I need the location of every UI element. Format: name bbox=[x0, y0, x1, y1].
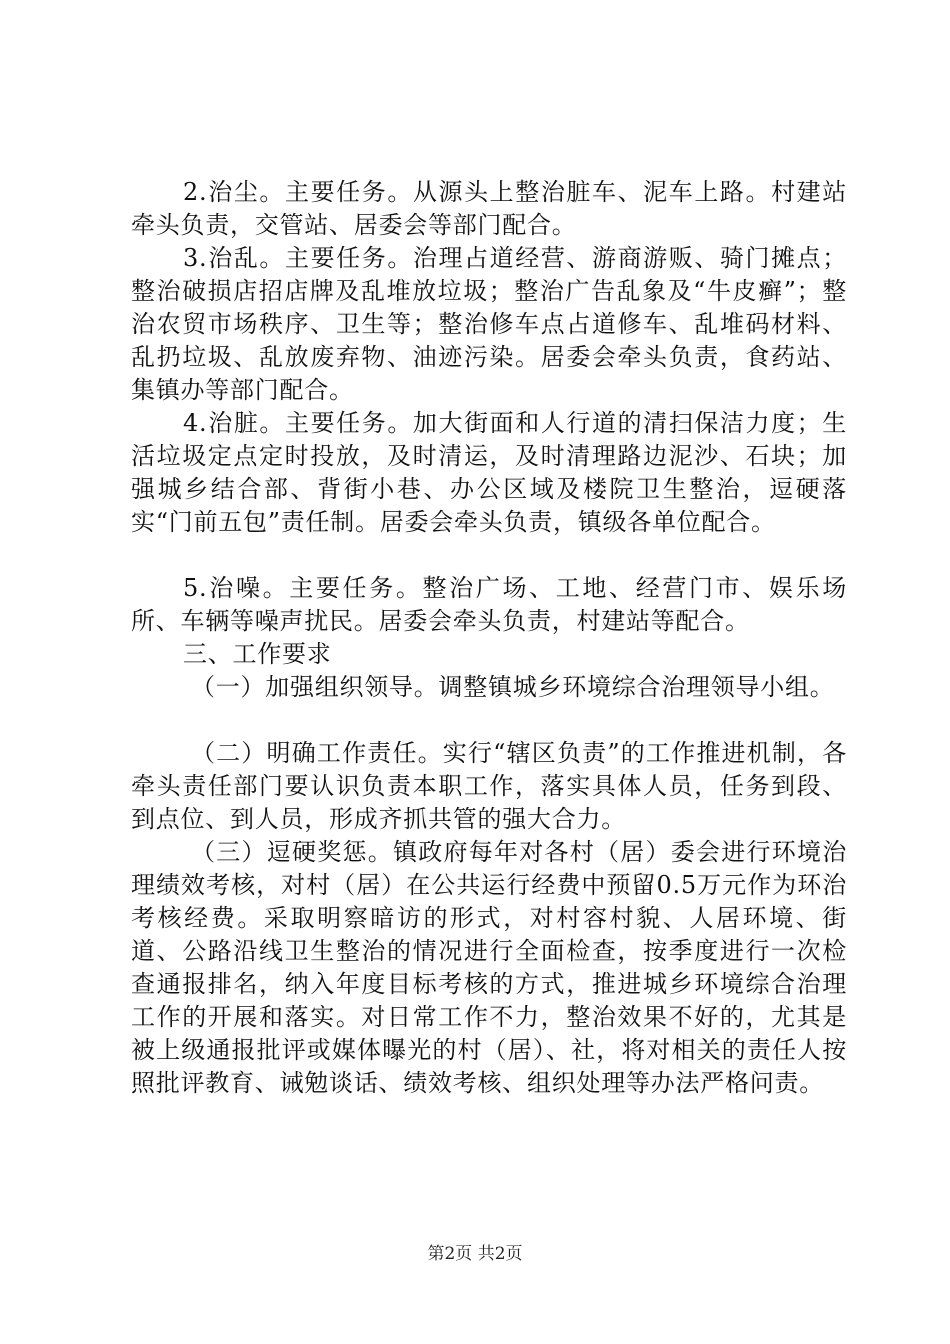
section-heading-work-requirements: 三、工作要求 bbox=[183, 640, 332, 668]
paragraph-dirt-control: 4.治脏。主要任务。加大街面和人行道的清扫保洁力度；生活垃圾定点定时投放，及时清运，及时清理路边泥沙、石块；加强城乡结合部、背街小巷、办公区域及楼院卫生整治，逗硬落实“门前五包”责任制。居委会牵头负责，镇级各单位配合。 bbox=[131, 409, 847, 536]
document-body bbox=[131, 176, 847, 1100]
page-number-label: 第2页 共2页 bbox=[427, 1244, 523, 1264]
paragraph-noise-control: 5.治噪。主要任务。整治广场、工地、经营门市、娱乐场所、车辆等噪声扰民。居委会牵头负责，村建站等配合。 bbox=[131, 574, 847, 635]
paragraph-requirement-1: （一）加强组织领导。调整镇城乡环境综合治理领导小组。 bbox=[191, 673, 835, 701]
paragraph-disorder-control: 3.治乱。主要任务。治理占道经营、游商游贩、骑门摊点；整治破损店招店牌及乱堆放垃圾；整治广告乱象及“牛皮癣”；整治农贸市场秩序、卫生等；整治修车点占道修车、乱堆码材料、乱扔垃圾、乱放废弃物、油迹污染。居委会牵头负责，食药站、集镇办等部门配合。 bbox=[131, 244, 847, 404]
paragraph-requirement-2: （二）明确工作责任。实行“辖区负责”的工作推进机制，各牵头责任部门要认识负责本职工作，落实具体人员，任务到段、到点位、到人员，形成齐抓共管的强大合力。 bbox=[131, 739, 847, 833]
page-footer bbox=[0, 1242, 950, 1266]
paragraph-requirement-3: （三）逗硬奖惩。镇政府每年对各村（居）委会进行环境治理绩效考核，对村（居）在公共运行经费中预留0.5万元作为环治考核经费。采取明察暗访的形式，对村容村貌、人居环境、街道、公路沿线卫生整治的情况进行全面检查，按季度进行一次检查通报排名，纳入年度目标考核的方式，推进城乡环境综合治理工作的开展和落实。对日常工作不力，整治效果不好的，尤其是被上级通报批评或媒体曝光的村（居）、社，将对相关的责任人按照批评教育、诫勉谈话、绩效考核、组织处理等办法严格问责。 bbox=[131, 838, 847, 1097]
paragraph-dust-control: 2.治尘。主要任务。从源头上整治脏车、泥车上路。村建站牵头负责，交管站、居委会等部门配合。 bbox=[131, 178, 847, 239]
